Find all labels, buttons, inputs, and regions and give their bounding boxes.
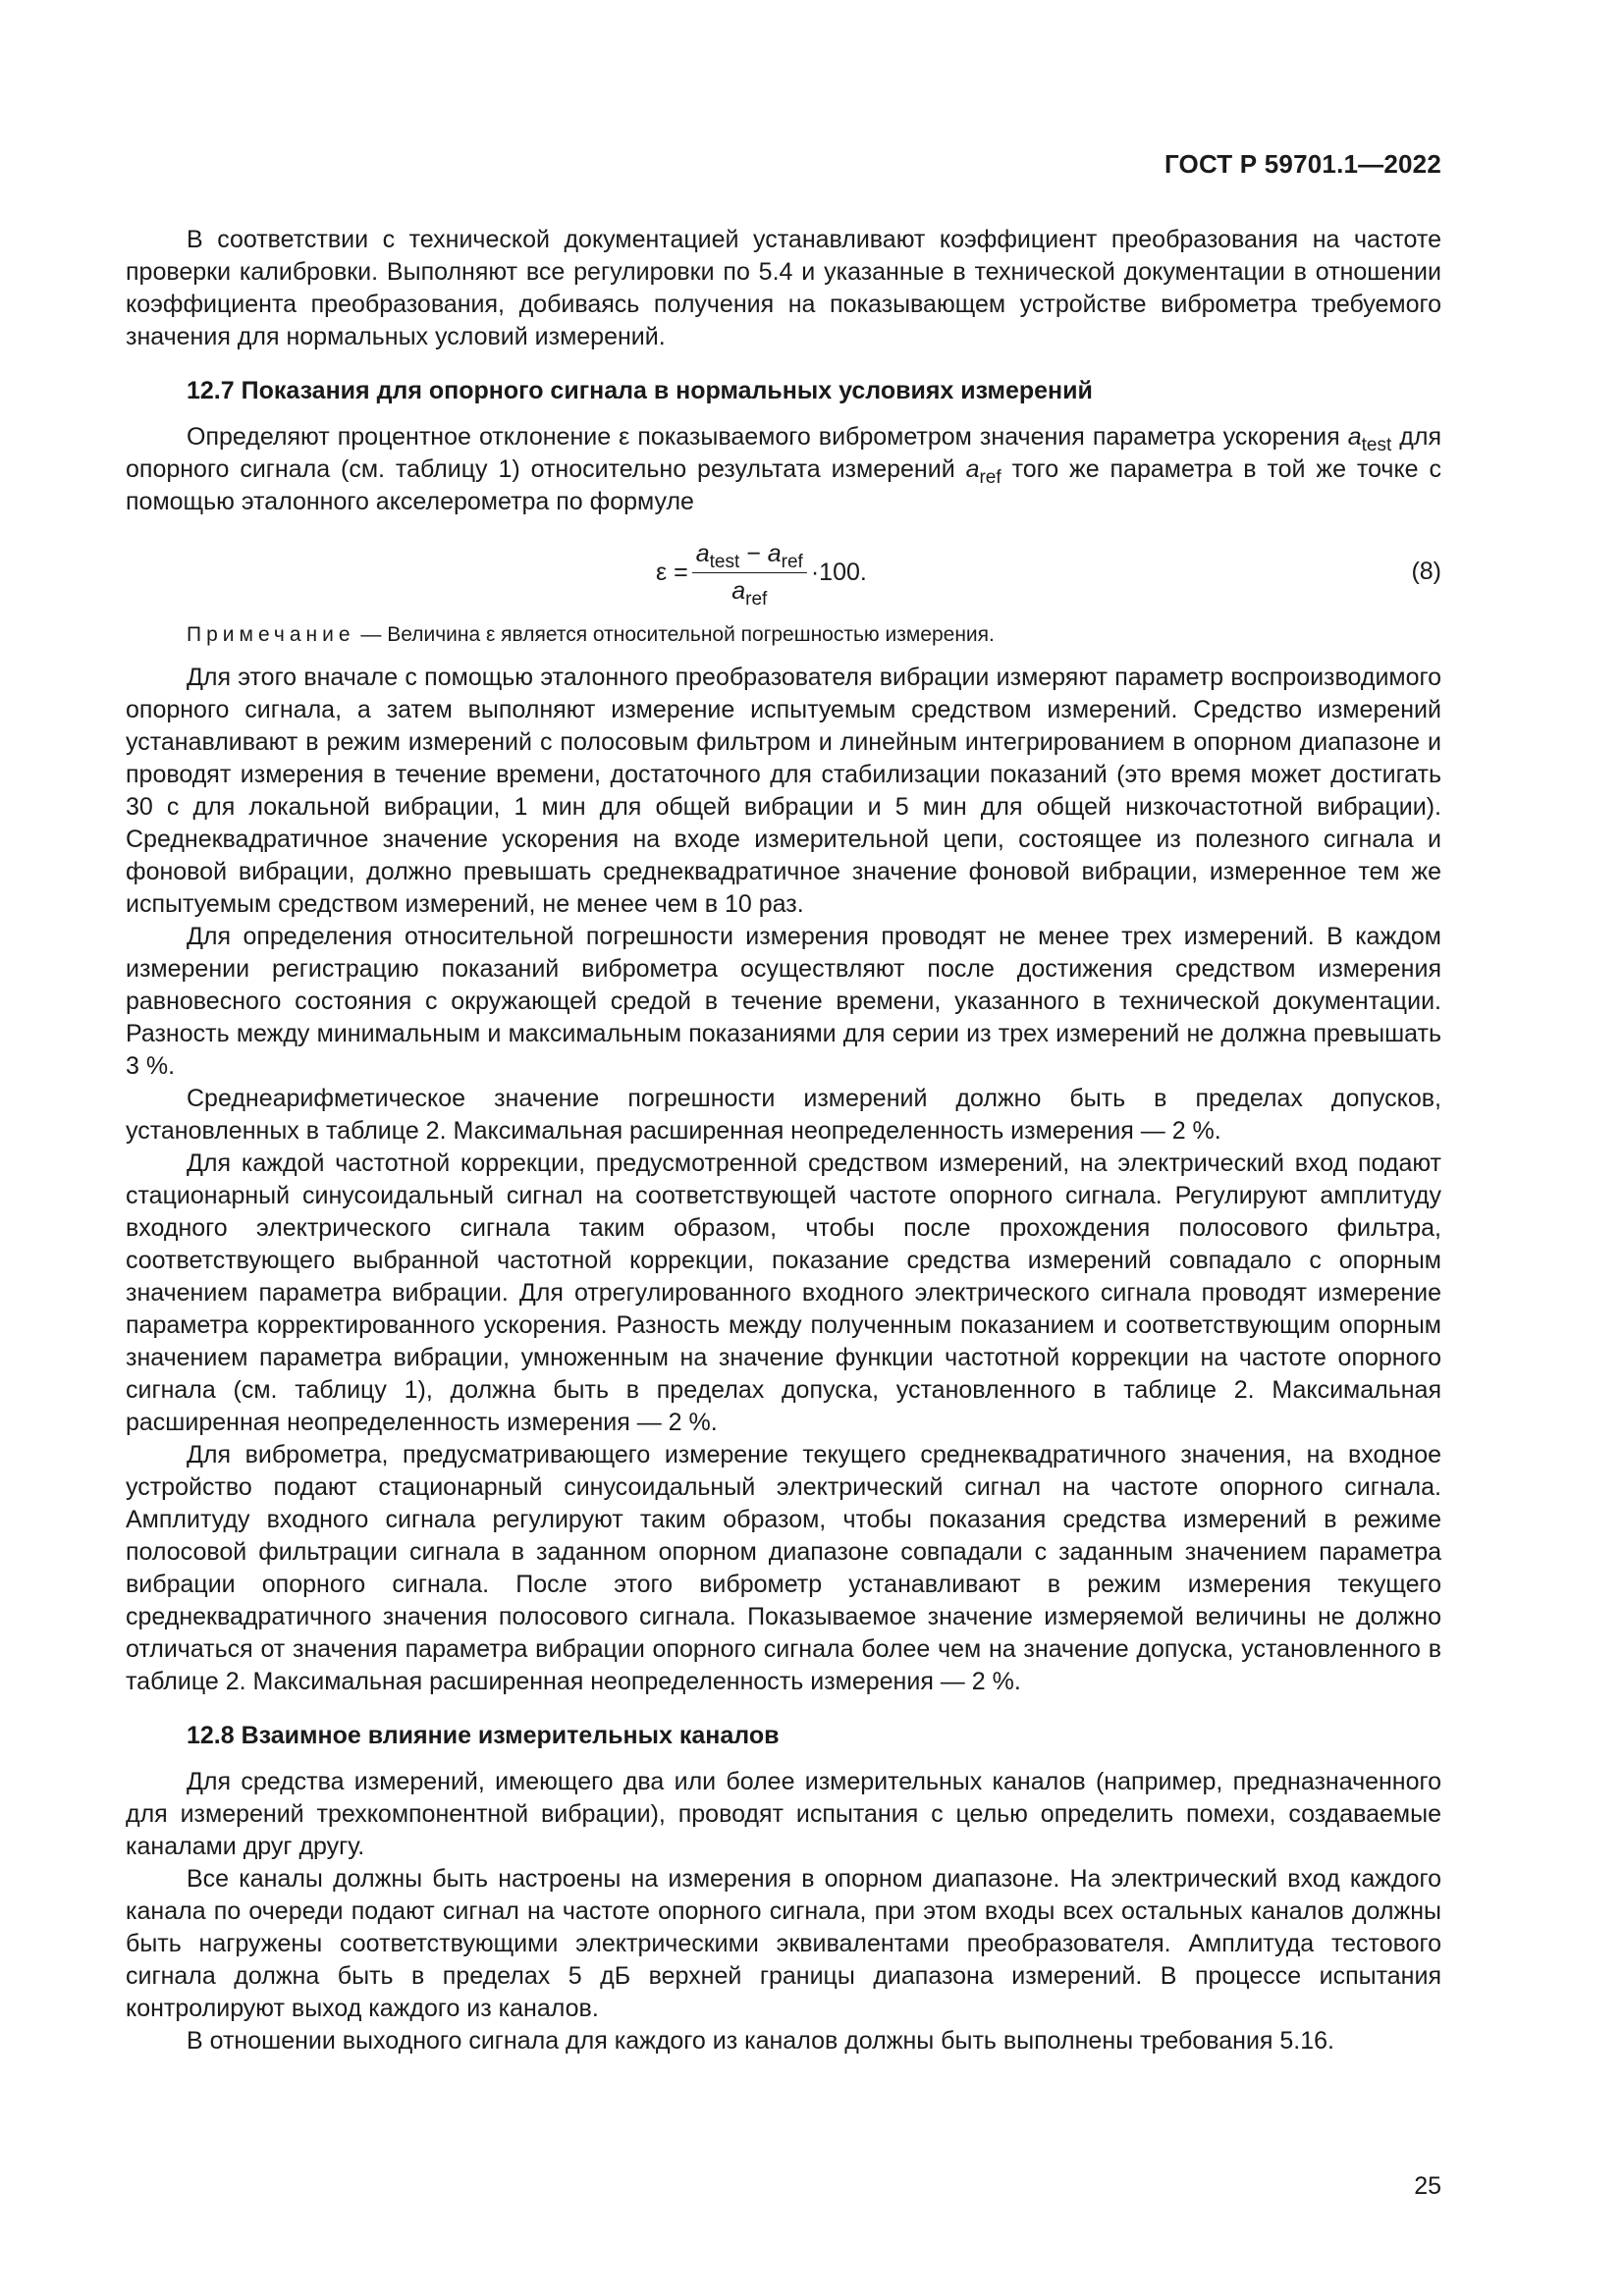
section-heading-12-7: 12.7 Показания для опорного сигнала в нормальных условиях измерений xyxy=(187,377,1093,404)
formula-numerator: $a_{test} - a_{ref}$ xyxy=(692,538,807,573)
paragraph-output-requirements: В отношении выходного сигнала для каждого из каналов должны быть выполнены требования 5.16. xyxy=(187,2027,1335,2055)
paragraph-frequency-weighting: Для каждой частотной коррекции, предусмотренной средством измерений, на электрический вход подают стационарный синусоидальный сигнал на соответствующей частоте опорного сигнала. Регулируют амплитуду входного электрического сигнала таким образом, чтобы после прохождения полосового фильтра, соответствующего выбранной частотной коррекции, показание средства измерений совпадало с опорным значением параметра вибрации. Для отрегулированного входного электрического сигнала проводят измерение параметра корректированного ускорения. Разность между полученным показанием и соответствующим опорным значением параметра вибрации, умноженным на значение функции частотной коррекции на частоте опорного сигнала (см. таблицу 1), должна быть в пределах допуска, установленного в таблице 2. Максимальная расширенная неопределенность измерения — 2 %. xyxy=(126,1149,1441,1436)
paragraph-repeat-measurements: Для определения относительной погрешности измерения проводят не менее трех измерений. В каждом измерении регистрацию показаний виброметра осуществляют после достижения средством измерения равновесного состояния с окружающей средой в течение времени, указанного в технической документации. Разность между минимальным и максимальным показаниями для серии из трех измерений не должна превышать 3 %. xyxy=(126,923,1441,1080)
document-code: ГОСТ Р 59701.1—2022 xyxy=(1164,149,1441,179)
paragraph-multichannel: Для средства измерений, имеющего два или более измерительных каналов (например, предназначенного для измерений трехкомпонентной вибрации), проводят испытания с целью определить помехи, создаваемые каналами друг другу. xyxy=(126,1768,1441,1860)
formula-fraction xyxy=(692,538,807,608)
formula-lhs: ε = xyxy=(656,558,688,586)
page-number: 25 xyxy=(1414,2172,1441,2200)
formula-multiplier: ·100. xyxy=(810,558,867,586)
symbol-a-test: $a_{test}$ xyxy=(1347,423,1392,455)
section-heading-12-8: 12.8 Взаимное влияние измерительных каналов xyxy=(187,1722,780,1749)
symbol-a-ref: $a_{ref}$ xyxy=(965,455,1001,488)
paragraph-mean-error: Среднеарифметическое значение погрешности измерений должно быть в пределах допусков, установленных в таблице 2. Максимальная расширенная неопределенность измерения — 2 %. xyxy=(126,1085,1441,1145)
paragraph-measurement-procedure: Для этого вначале с помощью эталонного преобразователя вибрации измеряют параметр воспроизводимого опорного сигнала, а затем выполняют измерение испытуемым средством измерений. Средство измерений устанавливают в режим измерений с полосовым фильтром и линейным интегрированием в опорном диапазоне и проводят измерения в течение времени, достаточного для стабилизации показаний (это время может достигать 30 с для локальной вибрации, 1 мин для общей вибрации и 5 мин для общей низкочастотной вибрации). Среднеквадратичное значение ускорения на входе измерительной цепи, состоящее из полезного сигнала и фоновой вибрации, должно превышать среднеквадратичное значение фоновой вибрации, измеренное тем же испытуемым средством измерений, не менее чем в 10 раз. xyxy=(126,664,1441,918)
note-text: — Величина ε является относительной погрешностью измерения. xyxy=(354,623,995,646)
document-body xyxy=(126,224,1441,2057)
paragraph-calibration: В соответствии с технической документацией устанавливают коэффициент преобразования на частоте проверки калибровки. Выполняют все регулировки по 5.4 и указанные в технической документации в отношении коэффициента преобразования, добиваясь получения на показывающем устройстве виброметра требуемого значения для нормальных условий измерений. xyxy=(126,226,1441,350)
formula-denominator: $a_{ref}$ xyxy=(731,576,768,610)
paragraph-channel-setup: Все каналы должны быть настроены на измерения в опорном диапазоне. На электрический вход каждого канала по очереди подают сигнал на частоте опорного сигнала, при этом входы всех остальных каналов должны быть нагружены соответствующими электрическими эквивалентами преобразователя. Амплитуда тестового сигнала должна быть в пределах 5 дБ верхней границы диапазона измерений. В процессе испытания контролируют выход каждого из каналов. xyxy=(126,1865,1441,2022)
equation-number: (8) xyxy=(1411,558,1441,585)
paragraph-deviation-definition: Определяют процентное отклонение ε показываемого виброметром значения параметра ускорения $a_{test}$ для опорного сигнала (см. таблицу 1) относительно результата измерений $a_{ref}$ того же параметра в той же точке с помощью эталонного акселерометра по формуле xyxy=(126,423,1441,515)
formula-8 xyxy=(126,532,1441,613)
paragraph-running-rms: Для виброметра, предусматривающего измерение текущего среднеквадратичного значения, на входное устройство подают стационарный синусоидальный электрический сигнал на частоте опорного сигнала. Амплитуду входного сигнала регулируют таким образом, чтобы показания средства измерений в режиме полосовой фильтрации сигнала в заданном опорном диапазоне совпадали с заданным значением параметра вибрации опорного сигнала. После этого виброметр устанавливают в режим измерения текущего среднеквадратичного значения полосового сигнала. Показываемое значение измеряемой величины не должно отличаться от значения параметра вибрации опорного сигнала более чем на значение допуска, установленного в таблице 2. Максимальная расширенная неопределенность измерения — 2 %. xyxy=(126,1441,1441,1695)
note-label: Примечание xyxy=(187,623,355,646)
formula-expression xyxy=(656,532,867,613)
note xyxy=(126,620,1441,650)
